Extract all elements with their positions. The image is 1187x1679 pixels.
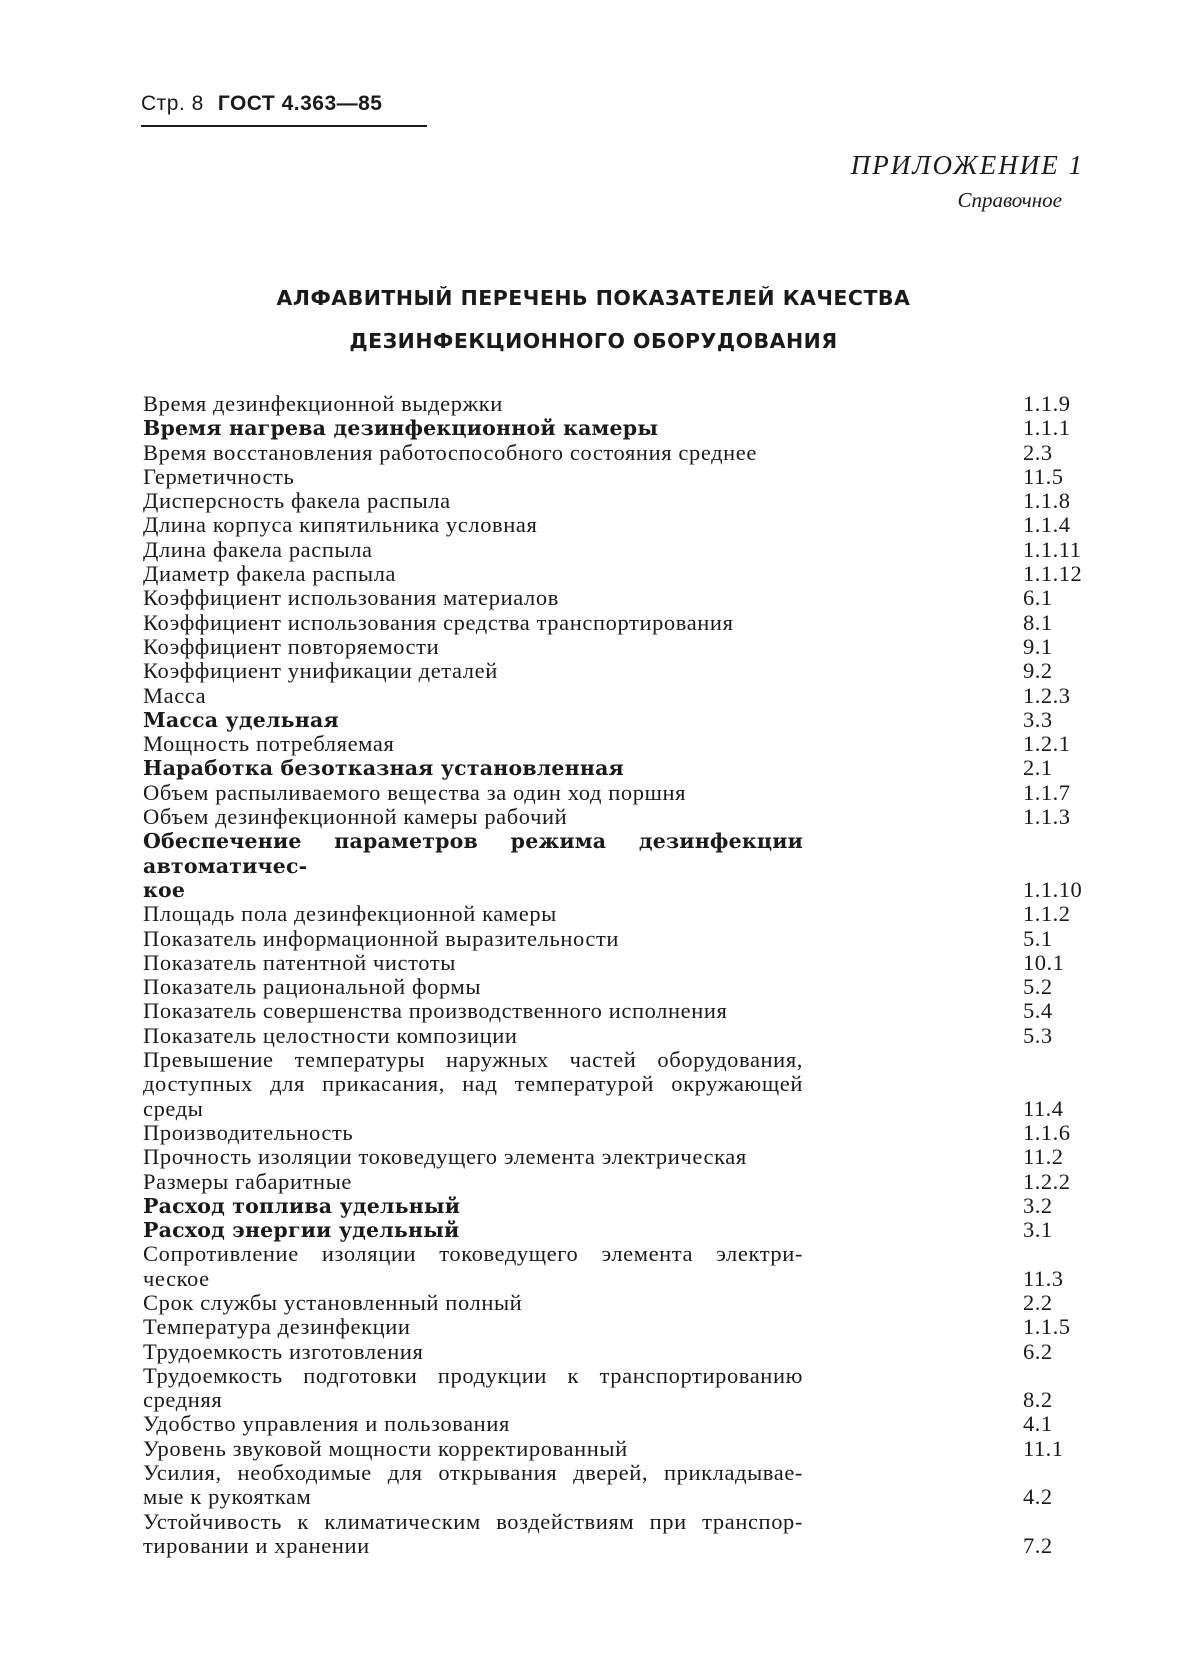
index-entry: Дисперсность факела распыла 1.1.8 [143, 488, 1071, 514]
index-entry-text [143, 659, 803, 683]
index-entry-line: доступных для прикасания, над температурой окружающей [143, 1071, 803, 1097]
index-entry-line: Расход топлива удельный [143, 1193, 461, 1218]
index-entry-line: Показатель патентной чистоты [143, 949, 456, 975]
index-entry: Показатель патентной чистоты 10.1 [143, 949, 1065, 975]
index-entry-text [143, 562, 803, 586]
index-entry-line: Расход энергии удельный [143, 1218, 460, 1243]
document-title [0, 288, 1187, 351]
standard-number: ГОСТ 4.363—85 [217, 92, 383, 115]
index-entry-text [143, 1048, 803, 1121]
index-entry: Сопротивление изоляции токоведущего элемента электри- ческое 11.3 [143, 1241, 1064, 1291]
index-entry-line: Объем распыливаемого вещества за один ход поршня [143, 779, 687, 805]
document-title-line-1: АЛФАВИТНЫЙ ПЕРЕЧЕНЬ ПОКАЗАТЕЛЕЙ КАЧЕСТВА [276, 286, 911, 310]
index-entry-line: Коэффициент повторяемости [143, 633, 440, 659]
index-entry-line: Превышение температуры наружных частей оборудования, [143, 1047, 803, 1073]
appendix-label [851, 150, 1084, 213]
index-entry-line: ческое [143, 1265, 210, 1291]
index-entry-line: Длина факела распыла [143, 536, 373, 562]
index-entry-line: Диаметр факела распыла [143, 561, 397, 587]
index-entry: Расход топлива удельный 3.2 [143, 1192, 1053, 1218]
index-entry-text [143, 1315, 803, 1339]
index-entry: Удобство управления и пользования 4.1 [143, 1411, 1053, 1437]
index-entry: Температура дезинфекции 1.1.5 [143, 1314, 1071, 1340]
index-entry-line: Обеспечение параметров режима дезинфекции автоматичес- [143, 829, 803, 878]
index-entry-text [143, 975, 803, 999]
index-entry: Время нагрева дезинфекционной камеры 1.1.1 [143, 415, 1071, 441]
index-entry: Срок службы установленный полный 2.2 [143, 1289, 1053, 1315]
index-entry: Трудоемкость изготовления 6.2 [143, 1338, 1053, 1364]
index-entry-line: Трудоемкость изготовления [143, 1338, 424, 1364]
index-entry: Наработка безотказная установленная 2.1 [143, 755, 1053, 781]
index-entry-text [143, 999, 803, 1023]
index-entry-text [143, 1461, 803, 1510]
index-entry-line: Срок службы установленный полный [143, 1289, 523, 1315]
index-entry: Показатель информационной выразительности 5.1 [143, 925, 1053, 951]
index-entry-line: Сопротивление изоляции токоведущего элемента электри- [143, 1241, 803, 1267]
index-entry: Длина корпуса кипятильника условная 1.1.4 [143, 512, 1071, 538]
index-entry-text [143, 611, 803, 635]
index-entry-text [143, 465, 803, 489]
index-entry-line: Мощность потребляемая [143, 731, 395, 757]
index-entry-text [143, 513, 803, 537]
index-entry-line: Уровень звуковой мощности корректированный [143, 1435, 628, 1461]
index-entry-line: Коэффициент использования материалов [143, 585, 559, 611]
index-entry: Объем дезинфекционной камеры рабочий 1.1.3 [143, 804, 1071, 830]
index-entry-text [143, 756, 803, 780]
index-entry-line: Трудоемкость подготовки продукции к транспортированию [143, 1362, 803, 1388]
appendix-subtitle: Справочное [957, 188, 1062, 212]
index-entry: Показатель целостности композиции 5.3 [143, 1022, 1053, 1048]
index-entry-line: Время дезинфекционной выдержки [143, 391, 503, 416]
index-entry: Герметичность 11.5 [143, 463, 1064, 489]
index-entry-text [143, 1121, 803, 1145]
index-entry: Масса удельная 3.3 [143, 706, 1053, 732]
index-entry: Площадь пола дезинфекционной камеры 1.1.2 [143, 901, 1071, 927]
index-entry-text [143, 781, 803, 805]
index-entry: Коэффициент унификации деталей 9.2 [143, 658, 1053, 684]
index-entry-text [143, 732, 803, 756]
index-entry-line: Площадь пола дезинфекционной камеры [143, 901, 557, 927]
index-entry-line: средняя [143, 1387, 223, 1413]
index-entry-line: Показатель целостности композиции [143, 1022, 518, 1048]
index-entry-text [143, 1170, 803, 1194]
index-entry: Устойчивость к климатическим воздействиям при транспор- тировании и хранении 7.2 [143, 1508, 1053, 1558]
index-entry-text [143, 902, 803, 926]
index-entry-text [143, 1291, 803, 1315]
index-entry-line: мые к рукояткам [143, 1484, 312, 1510]
index-entry: Превышение температуры наружных частей оборудования, доступных для прикасания, над температурой окружающей среды 11.4 [143, 1047, 1064, 1121]
index-entry-line: Показатель информационной выразительности [143, 925, 620, 951]
index-list [143, 391, 1083, 1558]
index-entry-text [143, 805, 803, 829]
index-entry-line: Показатель рациональной формы [143, 974, 482, 1000]
index-entry-text [143, 1145, 803, 1169]
index-entry-line: Масса удельная [143, 707, 339, 732]
index-entry-line: Время восстановления работоспособного состояния среднее [143, 439, 757, 465]
page-number: Стр. 8 [141, 92, 204, 115]
index-entry-line: Объем дезинфекционной камеры рабочий [143, 804, 568, 830]
index-entry-line: Показатель совершенства производственного исполнения [143, 998, 728, 1024]
index-entry: Усилия, необходимые для открывания дверей, прикладывае- мые к рукояткам 4.2 [143, 1460, 1053, 1510]
index-entry-line: Удобство управления и пользования [143, 1411, 510, 1437]
index-entry-text [143, 538, 803, 562]
index-entry-line: Длина корпуса кипятильника условная [143, 512, 538, 538]
index-entry: Длина факела распыла 1.1.11 [143, 536, 1082, 562]
index-entry-line: Прочность изоляции токоведущего элемента электрическая [143, 1144, 747, 1170]
document-title-line-2: ДЕЗИНФЕКЦИОННОГО ОБОРУДОВАНИЯ [349, 328, 838, 353]
index-entry-line: Герметичность [143, 463, 295, 489]
index-entry: Прочность изоляции токоведущего элемента электрическая 11.2 [143, 1144, 1064, 1170]
index-entry: Размеры габаритные 1.2.2 [143, 1168, 1071, 1194]
index-entry-line: Масса [143, 682, 207, 708]
index-entry-text [143, 1364, 803, 1413]
index-entry-text [143, 1510, 803, 1559]
index-entry: Расход энергии удельный 3.1 [143, 1217, 1053, 1243]
index-entry: Обеспечение параметров режима дезинфекции автоматичес- кое 1.1.10 [143, 829, 1083, 902]
index-entry: Объем распыливаемого вещества за один ход поршня 1.1.7 [143, 779, 1071, 805]
page-header [141, 92, 427, 116]
index-entry: Коэффициент повторяемости 9.1 [143, 633, 1053, 659]
index-entry-text [143, 684, 803, 708]
index-entry-line: Время нагрева дезинфекционной камеры [143, 416, 659, 441]
index-entry-line: Наработка безотказная установленная [143, 756, 624, 781]
index-entry-text [143, 635, 803, 659]
index-entry-line: Производительность [143, 1119, 354, 1145]
index-entry: Коэффициент использования средства транспортирования 8.1 [143, 609, 1053, 635]
index-entry: Диаметр факела распыла 1.1.12 [143, 561, 1083, 587]
index-entry: Время восстановления работоспособного состояния среднее 2.3 [143, 439, 1053, 465]
index-entry-text [143, 1437, 803, 1461]
index-entry: Мощность потребляемая 1.2.1 [143, 731, 1071, 757]
index-entry-text [143, 489, 803, 513]
index-entry-text [143, 1194, 803, 1218]
index-entry-text [143, 586, 803, 610]
header-rule [141, 125, 427, 127]
index-entry-line: Дисперсность факела распыла [143, 488, 451, 514]
index-entry: Уровень звуковой мощности корректированный 11.1 [143, 1435, 1064, 1461]
index-entry-text [143, 1024, 803, 1048]
index-entry: Производительность 1.1.6 [143, 1119, 1071, 1145]
index-entry-line: среды [143, 1095, 204, 1121]
index-entry-line: Коэффициент унификации деталей [143, 658, 498, 684]
index-entry-line: Коэффициент использования средства транспортирования [143, 609, 734, 635]
index-entry-line: Размеры габаритные [143, 1168, 353, 1194]
index-entry-text [143, 1340, 803, 1364]
index-entry-text [143, 951, 803, 975]
index-entry-text [143, 416, 803, 440]
index-entry: Коэффициент использования материалов 6.1 [143, 585, 1053, 611]
index-entry-text [143, 708, 803, 732]
index-entry-text [143, 927, 803, 951]
index-entry-line: тировании и хранении [143, 1532, 370, 1558]
index-entry-line: кое [143, 877, 186, 902]
index-entry-text [143, 1412, 803, 1436]
index-entry: Масса 1.2.3 [143, 682, 1071, 708]
index-entry-line: Устойчивость к климатическим воздействиям при транспор- [143, 1508, 803, 1534]
index-entry: Показатель совершенства производственного исполнения 5.4 [143, 998, 1053, 1024]
index-entry-line: Температура дезинфекции [143, 1314, 411, 1340]
index-entry: Показатель рациональной формы 5.2 [143, 974, 1053, 1000]
index-entry-text [143, 1242, 803, 1291]
index-entry-text [143, 829, 803, 902]
index-entry-text [143, 392, 803, 416]
index-entry-text [143, 1218, 803, 1242]
appendix-title: ПРИЛОЖЕНИЕ 1 [850, 150, 1084, 180]
index-entry-line: Усилия, необходимые для открывания дверей, прикладывае- [143, 1460, 803, 1486]
index-entry-text [143, 441, 803, 465]
index-entry: Время дезинфекционной выдержки 1.1.9 [143, 391, 1071, 416]
index-entry: Трудоемкость подготовки продукции к транспортированию средняя 8.2 [143, 1362, 1053, 1413]
